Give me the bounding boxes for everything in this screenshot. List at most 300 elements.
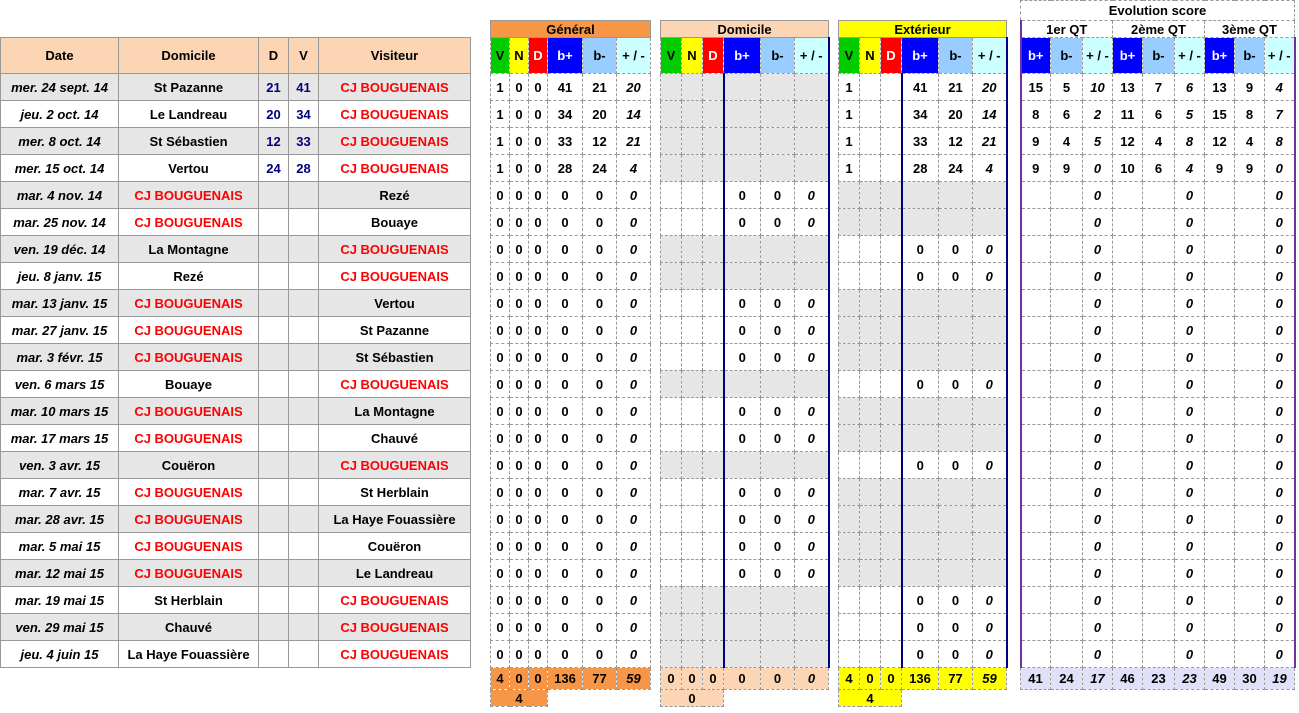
- q3-stat: [1235, 398, 1265, 425]
- general-stat: 0: [510, 74, 529, 101]
- away-score: [289, 641, 319, 668]
- match-row: [1, 344, 1295, 371]
- general-stat: 0: [617, 425, 651, 452]
- date-header: Date: [1, 38, 119, 74]
- domicile-stat: 0: [724, 317, 761, 344]
- exterieur-total: 136: [902, 668, 939, 690]
- spacer: [471, 452, 491, 479]
- exterieur-stat: [860, 344, 881, 371]
- domicile-stat: 0: [724, 344, 761, 371]
- match-date: mar. 12 mai 15: [1, 560, 119, 587]
- general-stat: 0: [510, 506, 529, 533]
- exterieur-stat: 1: [839, 128, 860, 155]
- spacer: [829, 690, 839, 707]
- q2-stat: [1143, 614, 1175, 641]
- match-row: [1, 128, 1295, 155]
- spacer: [651, 587, 661, 614]
- domicile-stat: [703, 614, 724, 641]
- spacer: [471, 101, 491, 128]
- exterieur-stat: [973, 317, 1007, 344]
- q2-stat: 0: [1175, 425, 1205, 452]
- exterieur-stat: 0: [973, 263, 1007, 290]
- exterieur-stat: [839, 425, 860, 452]
- domicile-stat: 0: [795, 209, 829, 236]
- domicile-stat: [795, 452, 829, 479]
- match-date: mer. 8 oct. 14: [1, 128, 119, 155]
- domicile-d-header: D: [703, 38, 724, 74]
- q3-stat: [1235, 236, 1265, 263]
- domicile-stat: [682, 371, 703, 398]
- domicile-stat: [682, 209, 703, 236]
- general-stat: 0: [491, 209, 510, 236]
- exterieur-stat: [973, 560, 1007, 587]
- v-header: V: [289, 38, 319, 74]
- spacer: [471, 614, 491, 641]
- q2-stat: [1143, 290, 1175, 317]
- q1-stat: [1021, 263, 1051, 290]
- domicile-stat: 0: [724, 425, 761, 452]
- spacer: [1007, 398, 1021, 425]
- spacer: [829, 155, 839, 182]
- q3-stat: 0: [1265, 155, 1295, 182]
- exterieur-stat: [881, 452, 902, 479]
- domicile-stat: [682, 263, 703, 290]
- q2-stat: [1143, 236, 1175, 263]
- away-score: [289, 209, 319, 236]
- domicile-stat: [795, 263, 829, 290]
- spacer: [1007, 21, 1021, 38]
- domicile-stat: [682, 506, 703, 533]
- exterieur-stat: [839, 614, 860, 641]
- q2-stat: 0: [1175, 587, 1205, 614]
- general-total: 0: [529, 668, 548, 690]
- match-date: mar. 13 janv. 15: [1, 290, 119, 317]
- domicile-stat: 0: [761, 425, 795, 452]
- q1-stat: [1051, 317, 1083, 344]
- home-score: [259, 182, 289, 209]
- domicile-stat: [761, 74, 795, 101]
- domicile-stat: [682, 290, 703, 317]
- q1-stat: 0: [1083, 263, 1113, 290]
- domicile-stat: [661, 506, 682, 533]
- general-stat: 0: [583, 452, 617, 479]
- home-team: St Pazanne: [119, 74, 259, 101]
- spacer: [651, 263, 661, 290]
- spacer: [1007, 155, 1021, 182]
- domicile-stat: [661, 74, 682, 101]
- q3-total: 30: [1235, 668, 1265, 690]
- match-date: mar. 4 nov. 14: [1, 182, 119, 209]
- domicile-stat: [682, 317, 703, 344]
- domicile-stat: [682, 641, 703, 668]
- away-team: La Montagne: [319, 398, 471, 425]
- domicile-total: 0: [703, 668, 724, 690]
- spacer: [651, 614, 661, 641]
- domicile-stat: [661, 587, 682, 614]
- spacer: [651, 371, 661, 398]
- exterieur-stat: [902, 506, 939, 533]
- general-stat: 0: [583, 425, 617, 452]
- exterieur-stat: [881, 506, 902, 533]
- general-diff-header: + / -: [617, 38, 651, 74]
- spacer: [471, 398, 491, 425]
- general-header: Général: [491, 21, 651, 38]
- exterieur-stat: [881, 128, 902, 155]
- q3-stat: [1235, 560, 1265, 587]
- general-stat: 0: [529, 344, 548, 371]
- domicile-stat: [795, 587, 829, 614]
- q2-stat: [1113, 533, 1143, 560]
- d-header: D: [259, 38, 289, 74]
- home-team: St Herblain: [119, 587, 259, 614]
- away-score: [289, 560, 319, 587]
- q1-stat: [1021, 236, 1051, 263]
- general-stat: 0: [617, 479, 651, 506]
- q3-stat: 0: [1265, 209, 1295, 236]
- general-stat: 0: [491, 506, 510, 533]
- home-team: CJ BOUGUENAIS: [119, 506, 259, 533]
- general-stat: 0: [617, 263, 651, 290]
- general-stat: 0: [617, 587, 651, 614]
- match-date: mar. 10 mars 15: [1, 398, 119, 425]
- domicile-stat: [661, 425, 682, 452]
- q1-stat: 4: [1051, 128, 1083, 155]
- home-score: 24: [259, 155, 289, 182]
- q3-stat: [1205, 263, 1235, 290]
- spacer: [829, 398, 839, 425]
- general-stat: 0: [491, 371, 510, 398]
- exterieur-stat: [902, 182, 939, 209]
- domicile-stat: [795, 128, 829, 155]
- exterieur-stat: [902, 209, 939, 236]
- exterieur-stat: 0: [902, 371, 939, 398]
- q3-total: 49: [1205, 668, 1235, 690]
- q3-stat: [1235, 290, 1265, 317]
- q2-stat: 6: [1175, 74, 1205, 101]
- domicile-stat: [795, 101, 829, 128]
- q2-stat: 13: [1113, 74, 1143, 101]
- match-date: ven. 19 déc. 14: [1, 236, 119, 263]
- exterieur-points: 4: [839, 690, 902, 707]
- general-stat: 0: [529, 155, 548, 182]
- general-stat: 0: [491, 290, 510, 317]
- spacer: [829, 587, 839, 614]
- general-stat: 0: [529, 614, 548, 641]
- q1-stat: 6: [1051, 101, 1083, 128]
- away-team: St Pazanne: [319, 317, 471, 344]
- spacer: [651, 155, 661, 182]
- domicile-stat: [761, 155, 795, 182]
- general-stat: 0: [529, 101, 548, 128]
- q2-total: 23: [1175, 668, 1205, 690]
- exterieur-stat: [939, 560, 973, 587]
- domicile-stat: [761, 452, 795, 479]
- domicile-stat: 0: [795, 479, 829, 506]
- domicile-stat: [661, 263, 682, 290]
- exterieur-stat: [839, 398, 860, 425]
- exterieur-stat: 0: [973, 587, 1007, 614]
- exterieur-stat: [939, 209, 973, 236]
- domicile-stat: [724, 371, 761, 398]
- domicile-stat: 0: [761, 560, 795, 587]
- spacer: [829, 614, 839, 641]
- match-date: ven. 3 avr. 15: [1, 452, 119, 479]
- exterieur-stat: 28: [902, 155, 939, 182]
- exterieur-stat: [839, 209, 860, 236]
- spacer: [471, 38, 491, 74]
- exterieur-stat: [939, 533, 973, 560]
- q3-stat: [1205, 371, 1235, 398]
- away-team: CJ BOUGUENAIS: [319, 614, 471, 641]
- domicile-stat: [661, 614, 682, 641]
- domicile-stat: [761, 128, 795, 155]
- q3-stat: [1235, 479, 1265, 506]
- q1-total: 24: [1051, 668, 1083, 690]
- exterieur-stat: [881, 587, 902, 614]
- q3-stat: [1205, 425, 1235, 452]
- q3-stat: 4: [1235, 128, 1265, 155]
- exterieur-stat: [839, 371, 860, 398]
- domicile-total: 0: [795, 668, 829, 690]
- q1-stat: [1051, 290, 1083, 317]
- away-team: Chauvé: [319, 425, 471, 452]
- spacer: [651, 506, 661, 533]
- away-team: St Herblain: [319, 479, 471, 506]
- q3-stat: 0: [1265, 263, 1295, 290]
- spacer: [829, 425, 839, 452]
- q2-total: 23: [1143, 668, 1175, 690]
- domicile-stat: 0: [795, 317, 829, 344]
- q2-stat: [1143, 506, 1175, 533]
- q1-stat: 0: [1083, 290, 1113, 317]
- spacer: [471, 317, 491, 344]
- domicile-stat: [795, 641, 829, 668]
- exterieur-stat: [973, 209, 1007, 236]
- general-stat: 0: [529, 182, 548, 209]
- domicile-stat: [682, 560, 703, 587]
- q1-stat: 0: [1083, 317, 1113, 344]
- general-stat: 0: [510, 344, 529, 371]
- q2-stat: 0: [1175, 614, 1205, 641]
- exterieur-stat: [939, 425, 973, 452]
- general-stat: 0: [583, 290, 617, 317]
- q1-stat: 0: [1083, 371, 1113, 398]
- domicile-stat: [682, 533, 703, 560]
- spacer: [651, 74, 661, 101]
- away-team: CJ BOUGUENAIS: [319, 263, 471, 290]
- away-team: CJ BOUGUENAIS: [319, 128, 471, 155]
- spacer: [829, 317, 839, 344]
- domicile-stat: 0: [761, 182, 795, 209]
- general-stat: 0: [583, 398, 617, 425]
- q3-stat: [1205, 560, 1235, 587]
- exterieur-stat: [860, 182, 881, 209]
- q3-stat: [1235, 317, 1265, 344]
- exterieur-stat: 20: [973, 74, 1007, 101]
- exterieur-stat: [939, 479, 973, 506]
- exterieur-stat: [860, 263, 881, 290]
- match-date: jeu. 2 oct. 14: [1, 101, 119, 128]
- q1-stat: [1021, 506, 1051, 533]
- exterieur-stat: [860, 587, 881, 614]
- domicile-stat: [795, 614, 829, 641]
- general-stat: 1: [491, 155, 510, 182]
- q2-stat: [1143, 425, 1175, 452]
- general-total: 136: [548, 668, 583, 690]
- q1-total: 17: [1083, 668, 1113, 690]
- q2-stat: [1113, 317, 1143, 344]
- home-team: CJ BOUGUENAIS: [119, 560, 259, 587]
- home-score: 12: [259, 128, 289, 155]
- domicile-stat: [703, 479, 724, 506]
- general-stat: 0: [529, 587, 548, 614]
- exterieur-total: 77: [939, 668, 973, 690]
- general-stat: 0: [491, 425, 510, 452]
- general-stat: 0: [548, 587, 583, 614]
- match-date: mar. 27 janv. 15: [1, 317, 119, 344]
- q1-stat: 10: [1083, 74, 1113, 101]
- spacer: [651, 452, 661, 479]
- q1-stat: 0: [1083, 398, 1113, 425]
- domicile-stat: [724, 101, 761, 128]
- general-stat: 0: [583, 560, 617, 587]
- general-stat: 0: [617, 641, 651, 668]
- general-stat: 0: [548, 344, 583, 371]
- exterieur-stat: [939, 398, 973, 425]
- spacer: [1007, 290, 1021, 317]
- domicile-stat: [724, 452, 761, 479]
- general-d-header: D: [529, 38, 548, 74]
- q2-stat: [1113, 452, 1143, 479]
- spacer: [548, 690, 651, 707]
- q3-stat: 9: [1235, 155, 1265, 182]
- general-stat: 0: [529, 74, 548, 101]
- spacer: [829, 38, 839, 74]
- general-stat: 0: [510, 425, 529, 452]
- spacer: [1007, 614, 1021, 641]
- domicile-stat: 0: [795, 560, 829, 587]
- q1-stat: [1051, 506, 1083, 533]
- match-date: mar. 7 avr. 15: [1, 479, 119, 506]
- general-stat: 0: [548, 209, 583, 236]
- spacer: [829, 74, 839, 101]
- q3-stat: [1235, 614, 1265, 641]
- q1-stat: 9: [1021, 128, 1051, 155]
- away-team: Vertou: [319, 290, 471, 317]
- home-score: [259, 560, 289, 587]
- home-score: [259, 452, 289, 479]
- exterieur-stat: [902, 317, 939, 344]
- q3-stat: 0: [1265, 587, 1295, 614]
- exterieur-stat: [839, 344, 860, 371]
- exterieur-n-header: N: [860, 38, 881, 74]
- domicile-stat: [661, 209, 682, 236]
- exterieur-header: Extérieur: [839, 21, 1007, 38]
- q3-stat: 12: [1205, 128, 1235, 155]
- match-row: [1, 587, 1295, 614]
- general-stat: 0: [617, 506, 651, 533]
- q1-stat: 0: [1083, 452, 1113, 479]
- home-team: CJ BOUGUENAIS: [119, 398, 259, 425]
- general-stat: 0: [617, 533, 651, 560]
- q3-stat: [1235, 641, 1265, 668]
- general-stat: 12: [583, 128, 617, 155]
- exterieur-stat: [839, 479, 860, 506]
- match-row: [1, 371, 1295, 398]
- q2-stat: 0: [1175, 263, 1205, 290]
- match-date: mer. 15 oct. 14: [1, 155, 119, 182]
- domicile-stat: [661, 317, 682, 344]
- spacer: [829, 290, 839, 317]
- exterieur-stat: 0: [939, 236, 973, 263]
- q1-stat: 0: [1083, 209, 1113, 236]
- match-row: [1, 263, 1295, 290]
- q2-stat: [1143, 344, 1175, 371]
- general-v-header: V: [491, 38, 510, 74]
- spacer: [651, 236, 661, 263]
- domicile-stat: 0: [761, 398, 795, 425]
- domicile-stat: [703, 641, 724, 668]
- q2-stat: 0: [1175, 506, 1205, 533]
- domicile-stat: [661, 182, 682, 209]
- q3-stat: [1205, 209, 1235, 236]
- q2-stat: 12: [1113, 128, 1143, 155]
- match-row: [1, 398, 1295, 425]
- home-score: [259, 371, 289, 398]
- domicile-stat: [795, 74, 829, 101]
- general-stat: 0: [548, 425, 583, 452]
- q1-stat: 0: [1083, 533, 1113, 560]
- exterieur-stat: 0: [902, 452, 939, 479]
- domicile-stat: [682, 479, 703, 506]
- home-score: [259, 263, 289, 290]
- q1-stat: [1021, 290, 1051, 317]
- exterieur-stat: 0: [902, 587, 939, 614]
- q1-stat: [1021, 533, 1051, 560]
- domicile-total: 0: [661, 668, 682, 690]
- q3-stat: 7: [1265, 101, 1295, 128]
- spacer: [471, 263, 491, 290]
- exterieur-stat: [973, 533, 1007, 560]
- exterieur-stat: [839, 236, 860, 263]
- quarter-header-2: 2ème QT: [1113, 21, 1205, 38]
- away-team: CJ BOUGUENAIS: [319, 371, 471, 398]
- spacer: [724, 690, 829, 707]
- q2-stat: 4: [1143, 128, 1175, 155]
- exterieur-stat: [860, 317, 881, 344]
- domicile-stat: [703, 560, 724, 587]
- exterieur-stat: [860, 560, 881, 587]
- away-score: [289, 533, 319, 560]
- domicile-stat: [661, 344, 682, 371]
- q1-stat: [1051, 560, 1083, 587]
- away-score: [289, 452, 319, 479]
- domicile-stat: [761, 263, 795, 290]
- exterieur-stat: [881, 371, 902, 398]
- domicile-stat: [703, 506, 724, 533]
- general-stat: 0: [529, 506, 548, 533]
- away-score: [289, 263, 319, 290]
- exterieur-stat: [881, 182, 902, 209]
- q3-stat: [1205, 344, 1235, 371]
- exterieur-stat: [839, 641, 860, 668]
- exterieur-bminus-header: b-: [939, 38, 973, 74]
- home-team: Vertou: [119, 155, 259, 182]
- general-stat: 20: [583, 101, 617, 128]
- q2-stat: 0: [1175, 209, 1205, 236]
- domicile-stat: [724, 263, 761, 290]
- general-stat: 0: [548, 479, 583, 506]
